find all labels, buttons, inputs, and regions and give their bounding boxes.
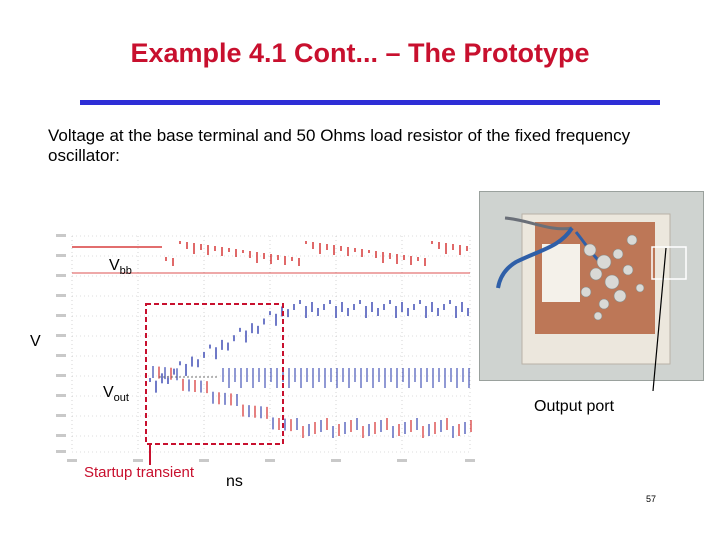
startup-transient-box: [146, 304, 283, 444]
y-tick-mark: [56, 334, 66, 337]
x-tick-mark: [133, 459, 143, 462]
y-tick-mark: [56, 274, 66, 277]
vout-dot: [187, 376, 189, 378]
vout-dot: [203, 376, 205, 378]
page-number: 57: [646, 494, 657, 504]
vout-dot: [167, 376, 169, 378]
x-tick-mark: [465, 459, 475, 462]
y-tick-mark: [56, 450, 66, 453]
y-tick-mark: [56, 354, 66, 357]
x-tick-mark: [67, 459, 77, 462]
vout-dot: [183, 376, 185, 378]
output-port-label: Output port: [534, 398, 615, 415]
y-tick-mark: [56, 234, 66, 237]
prototype-board-photo: [479, 191, 704, 381]
y-tick-labels: [56, 234, 66, 453]
vbb-label: $V_{bb}$: [109, 257, 132, 278]
title-underline: [80, 100, 660, 105]
vout-dot: [215, 376, 217, 378]
vout-dot: [175, 376, 177, 378]
vout-dot: [171, 376, 173, 378]
y-tick-mark: [56, 414, 66, 417]
x-axis-label: ns: [226, 473, 243, 490]
y-tick-mark: [56, 294, 66, 297]
vout-label: $V_{out}$: [103, 384, 129, 405]
output-port-pointer: [650, 246, 670, 396]
vout-dot: [191, 376, 193, 378]
vout-dot: [159, 376, 161, 378]
y-axis-label: V: [30, 333, 41, 350]
vout-dot: [207, 376, 209, 378]
startup-transient-label: Startup transient: [84, 464, 195, 481]
vout-dot: [211, 376, 213, 378]
y-tick-mark: [56, 374, 66, 377]
slide-title: Example 4.1 Cont... – The Prototype: [130, 38, 590, 68]
x-tick-mark: [331, 459, 341, 462]
oscilloscope-plot: [0, 225, 480, 465]
x-tick-labels: [67, 459, 475, 462]
x-tick-mark: [199, 459, 209, 462]
vout-dot: [195, 376, 197, 378]
slide-caption: Voltage at the base terminal and 50 Ohms load resistor of the fixed frequency oscillator:: [48, 126, 631, 165]
y-tick-mark: [56, 254, 66, 257]
y-tick-mark: [56, 434, 66, 437]
y-tick-mark: [56, 314, 66, 317]
vout-dot: [199, 376, 201, 378]
x-tick-mark: [265, 459, 275, 462]
vout-dot: [163, 376, 165, 378]
y-tick-mark: [56, 394, 66, 397]
vout-dot: [179, 376, 181, 378]
x-tick-mark: [397, 459, 407, 462]
vout-trace: [150, 300, 471, 438]
